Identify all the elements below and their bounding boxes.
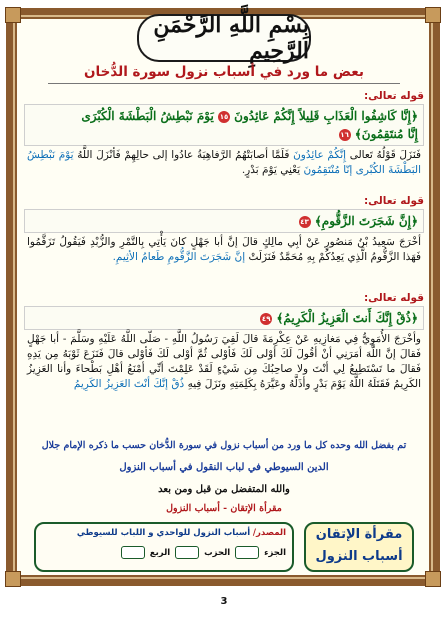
quoted-verse: إِنَّكُمْ عائِدُونَ — [293, 149, 347, 161]
verse-text: يَوْمَ نَبْطِشُ الْبَطْشَةَ الْكُبْرَى — [81, 109, 214, 123]
frame-corner — [5, 571, 21, 587]
section-label: قوله تعالى: — [363, 90, 424, 102]
closing-line-2: الدين السيوطي في لباب النقول في أسباب النزول — [119, 462, 329, 473]
location-fields — [42, 546, 286, 559]
quran-verse — [24, 104, 424, 146]
commentary-text — [24, 146, 424, 178]
source-line — [42, 528, 286, 538]
hizb-label: الحزب — [204, 548, 231, 558]
frame-corner — [5, 7, 21, 23]
closing-line-1: تم بفضل الله وحده كل ما ورد من أسباب نزول في سورة الدُّخان حسب ما ذكره الإمام جلال — [41, 440, 407, 451]
logo-line-2: أسباب النزول — [315, 549, 403, 564]
quran-verse — [24, 306, 424, 330]
verse-number-badge: ١٦ — [340, 130, 349, 139]
source-box — [34, 522, 294, 572]
verse-text: ﴿إِنَّا كَاشِفُوا الْعَذَابِ قَلِيلاً إِنَّكُمْ عَائِدُونَ — [234, 109, 418, 123]
commentary-segment: وأخْرَجَ الأُمَوِيُّ فِي مَغازِيهِ عَنْ عِكْرِمَةَ قالَ لَقِيَ رَسُولُ اللَّهِ - صَلّى اللَّهُ عَلَيْهِ وسَلَّمَ - أبا جَهْلٍ فَقالَ إنَّ اللَّهَ أمَرَنِي أنْ أقُولَ لَكَ أوْلى لَكَ فَأوْلى ثُمَّ أوْلى لَكَ فَأوْلى قالَ فَنَزَعَ ثَوْبَهُ مِن يَدِهِ فَقالَ ما تَسْتَطِيعُ لِي أنْتَ ولا صاحِبُكَ مِن شَيْءٍ لَقَدْ عَلِمْتَ أنِّي أمْنَعُ أهْلِ بَطْحاءَ وأنا العَزِيزُ الكَرِيمُ فَقَتَلَهُ اللَّهُ يَوْمَ بَدْرٍ وأذَلَّهُ وعَيَّرَهُ بِكَلِمَتِهِ ونَزَلَ فِيهِ — [27, 333, 421, 390]
frame-corner — [425, 571, 441, 587]
quoted-verse: إنَّ شَجَرَتَ الزَّقُّومِ طَعامُ الأثِيمِ. — [112, 251, 246, 263]
section-label: قوله تعالى: — [363, 195, 424, 207]
rub-field[interactable] — [121, 546, 145, 559]
section-1 — [24, 90, 424, 178]
verse-text: ﴿ذُقْ إِنَّكَ أَنتَ الْعَزِيزُ الْكَرِيمُ﴾ — [276, 311, 418, 325]
quran-verse — [24, 209, 424, 233]
verse-text: ﴿إِنَّ شَجَرَتَ الزَّقُّومِ﴾ — [314, 214, 418, 228]
quoted-verse: يَوْمَ نَبْطِشُ البَطْشَةَ الكُبْرى إنّا مُنْتَقِمُونَ — [27, 149, 421, 176]
commentary-text — [24, 330, 424, 392]
page-title: بعض ما ورد في أسباب نزول سورة الدُّخان — [84, 64, 364, 80]
verse-text: إِنَّا مُنتَقِمُونَ﴾ — [354, 127, 418, 141]
commentary-segment: أخْرَجَ سَعِيدُ بْنُ مَنصُورٍ عَنْ أبِي مالِكٍ قالَ إنَّ أبا جَهْلٍ كانَ يَأْتِي بِالتَّمْرِ والزُّبْدِ فَيَقُولُ تَزَقَّمُوا فَهَذا الزَّقُّومُ الَّذِي يَعِدُكُمْ بِهِ مُحَمَّدٌ فَنَزَلَتْ — [27, 236, 421, 263]
juz-field[interactable] — [235, 546, 259, 559]
section-3 — [24, 292, 424, 392]
commentary-text — [24, 233, 424, 265]
section-label: قوله تعالى: — [363, 292, 424, 304]
hizb-field[interactable] — [175, 546, 199, 559]
page-number: 3 — [220, 596, 228, 607]
footer-panel — [34, 522, 414, 578]
verse-number-badge: ٤٣ — [300, 217, 309, 226]
rub-label: الربع — [149, 548, 171, 558]
source-label: المصدر/ — [252, 528, 286, 538]
maqraa-logo — [304, 522, 414, 572]
quoted-verse: ذُقْ إنَّكَ أنْتَ العَزِيزُ الكَرِيمُ — [73, 378, 185, 390]
commentary-segment: فَلَمَّا أصابَتْهُمُ الرَّفاهِيَةُ عادُوا إلى حالِهِمْ فَأنْزَلَ اللَّهُ — [77, 149, 290, 161]
verse-number-badge: ١٥ — [219, 112, 229, 121]
source-text: أسباب النزول للواحدي و اللباب للسيوطي — [76, 528, 251, 538]
closing-line-4: مقرأة الإتقان - أسباب النزول — [166, 503, 282, 514]
juz-label: الجزء — [264, 548, 286, 558]
logo-line-1: مقرأة الإتقان — [315, 527, 403, 542]
verse-number-badge: ٤٩ — [261, 314, 271, 323]
commentary-segment: يَعْنِي يَوْمَ بَدْرٍ. — [241, 164, 301, 176]
commentary-segment: فَنَزَلَ قَوْلُهُ تَعالى — [349, 149, 422, 161]
title-divider — [48, 83, 400, 84]
basmala-calligraphy: بِسْمِ اللَّهِ الرَّحْمَنِ الرَّحِيمِ — [137, 14, 311, 62]
section-2 — [24, 195, 424, 265]
closing-line-3: والله المتفضل من قبل ومن بعد — [158, 484, 290, 495]
frame-corner — [425, 7, 441, 23]
